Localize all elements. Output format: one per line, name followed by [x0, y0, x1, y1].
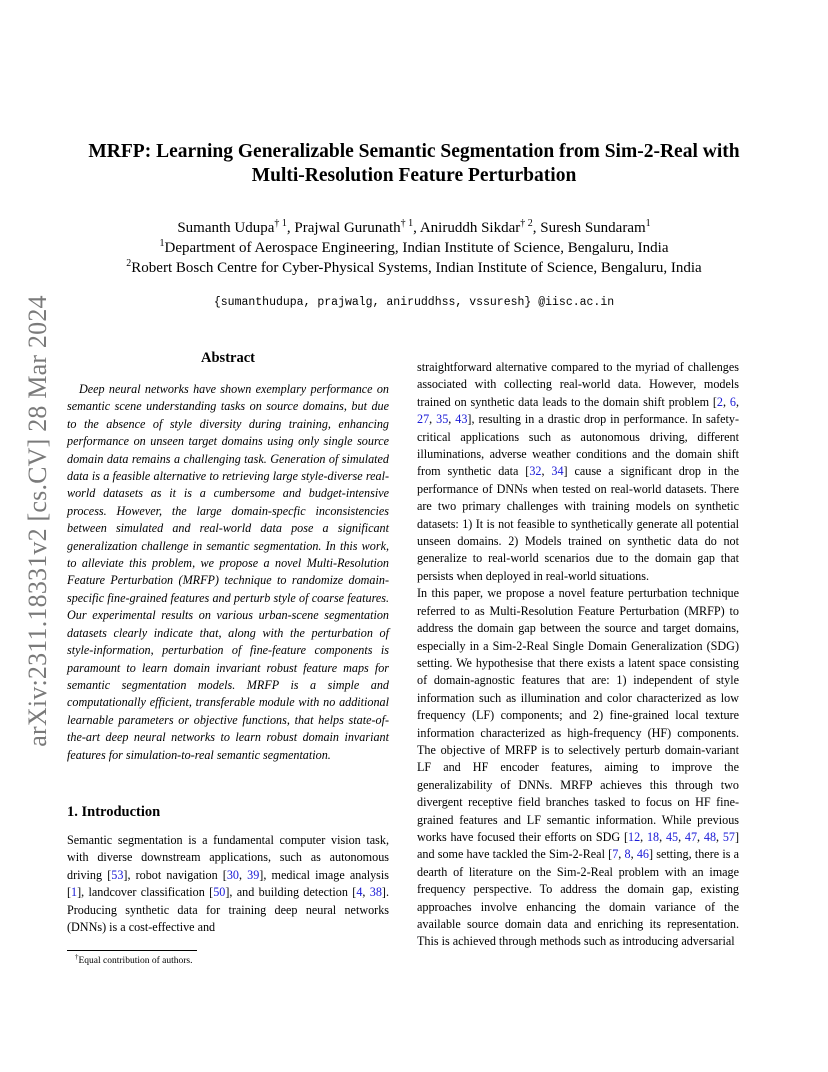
affiliation-1: $^1$Department of Aerospace Engineering, Indian Institute of Science, Bengaluru, India: [159, 238, 669, 256]
citation-link[interactable]: 12: [628, 829, 641, 844]
citation-link[interactable]: 43: [455, 412, 468, 427]
intro-paragraph-3: In this paper, we propose a novel feature perturbation technique referred to as Multi-Resolution Feature Perturbation (MRFP) to address the domain gap between the source and target domains, especially in a Sim-2-Real Single Domain Generalization (SDG) setting. We hypothesise that there exists a latent space consisting of domain-agnostic features that are: 1) independent of style information such as illumination and color characterized as low frequency (LF) components; and 2) fine-grained local texture information characterized as high-frequency (HF) components. The objective of MRFP is to selectively perturb domain-variant LF and HF encoder features, aiming to improve the generalizability of DNNs. MRFP achieves this through two divergent receptive field branches tasked to focus on HF fine-grained features and LF semantic information. While previous works have focused their efforts on SDG [12, 18, 45, 47, 48, 57] and some have tackled the Sim-2-Real [7, 8, 46] setting, there is a dearth of literature on the Sim-2-Real problem with an image frequency perspective. To address the domain gap, existing approaches involve enhancing the domain variance of the available source domain data and enriching its representation. This is achieved through methods such as introducing adversarial: [417, 586, 740, 949]
title-line-2: Multi-Resolution Feature Perturbation: [251, 165, 577, 186]
citation-link[interactable]: 38: [369, 885, 382, 900]
author-name: Aniruddh Sikdar: [419, 220, 521, 236]
citation-link[interactable]: 32: [529, 464, 542, 479]
author-name: Suresh Sundaram: [540, 220, 646, 236]
author-mark: 1: [645, 218, 651, 229]
citation-link[interactable]: 35: [436, 412, 449, 427]
author-name: Prajwal Gurunath: [294, 220, 401, 236]
citation-link[interactable]: 45: [665, 829, 679, 844]
arxiv-id: arXiv:2311.18331v2 [cs.CV] 28 Mar 2024: [23, 295, 52, 747]
citation-link[interactable]: 46: [636, 847, 649, 862]
citation-link[interactable]: 53: [111, 867, 124, 882]
citation-link[interactable]: 18: [646, 829, 660, 844]
citation-link[interactable]: 27: [417, 412, 430, 427]
citation-link[interactable]: 2: [716, 394, 723, 409]
intro-paragraph-2: straightforward alternative compared to the myriad of challenges associated with collecting real-world data. However, models trained on synthetic data leads to the domain shift problem [2, 6, 27, 35, 43], resulting in a drastic drop in performance. In safety-critical applications such as autonomous driving, different illuminations, adverse weather conditions and the domain shift from synthetic data [32, 34] cause a significant drop in the performance of DNNs when tested on real-world datasets. There are two primary challenges with training models on synthetic datasets: 1) It is not feasible to synthetically generate all potential unseen domains. 2) Models trained on synthetic data do not generalize to real-world scenarios due to the domain gap that persists when deployed in real-world situations.: [417, 360, 739, 583]
paper-title: [60, 140, 768, 188]
intro-paragraph-1: Semantic segmentation is a fundamental computer vision task, with diverse downstream applications, such as autonomous driving [53], robot navigation [30, 39], medical image analysis [1], landcover classification [50], and building detection [4, 38]. Producing synthetic data for training deep neural networks (DNNs) is a cost-effective and: [67, 832, 389, 934]
citation-link[interactable]: 47: [684, 829, 698, 844]
author-block: [60, 218, 768, 278]
citation-link[interactable]: 8: [624, 847, 631, 862]
citation-link[interactable]: 4: [356, 885, 363, 900]
arxiv-watermark: [20, 282, 56, 760]
abstract-heading: Abstract: [201, 350, 255, 366]
author-name: Sumanth Udupa: [177, 220, 275, 236]
footnote: †Equal contribution of authors.: [75, 953, 193, 967]
author-mark: † 1: [274, 218, 287, 229]
author-mark: † 1: [400, 218, 414, 229]
abstract-text: Deep neural networks have shown exemplary performance on semantic scene understanding tasks on source domains, but due to the absence of style diversity during training, enhancing performance on unseen target domains using only single source domain data remains a challenging task. Generation of simulated data is a feasible alternative to retrieving large style-diverse real-world datasets as it is a cumbersome and budget-intensive process. However, the large domain-specfic inconsistencies between simulated and real-world data pose a significant generalization challenge in semantic segmentation. In this work, to alleviate this problem, we propose a novel Multi-Resolution Feature Perturbation (MRFP) technique to randomize domain-specific fine-grained features and perturb style of coarse features. Our experimental results on various urban-scene segmentation datasets clearly indicate that, along with the perturbation of style-information, perturbation of fine-feature components is paramount to learn domain invariant robust feature maps for semantic segmentation models. MRFP is a simple and computationally efficient, transferable module with no additional learnable parameters or objective functions, that helps state-of-the-art deep neural networks to learn robust domain invariant features for simulation-to-real semantic segmentation.: [67, 382, 389, 762]
citation-link[interactable]: 34: [551, 464, 564, 479]
title-line-1: MRFP: Learning Generalizable Semantic Segmentation from Sim-2-Real with: [88, 141, 740, 162]
introduction-heading: 1. Introduction: [67, 803, 161, 820]
citation-link[interactable]: 57: [722, 829, 735, 844]
citation-link[interactable]: 1: [71, 885, 78, 900]
author-list: Sumanth Udupa$^{\dagger 1}$, Prajwal Gurunath$^{\dagger 1}$, Aniruddh Sikdar$^{\dagger 2}$, Suresh Sundaram$^1$: [177, 218, 651, 236]
citation-link[interactable]: 39: [247, 867, 260, 882]
citation-link[interactable]: 6: [729, 394, 736, 409]
author-mark: † 2: [520, 218, 533, 229]
citation-link[interactable]: 30: [226, 867, 239, 882]
left-column: [67, 350, 389, 936]
right-column: [417, 359, 739, 951]
affiliation-2: $^2$Robert Bosch Centre for Cyber-Physical Systems, Indian Institute of Science, Bengaluru, India: [126, 258, 702, 276]
author-emails: {sumanthudupa, prajwalg, aniruddhss, vssuresh} @iisc.ac.in: [213, 296, 615, 309]
footnote-divider: [67, 950, 197, 951]
citation-link[interactable]: 50: [213, 885, 226, 900]
citation-link[interactable]: 7: [612, 847, 619, 862]
citation-link[interactable]: 48: [703, 829, 717, 844]
